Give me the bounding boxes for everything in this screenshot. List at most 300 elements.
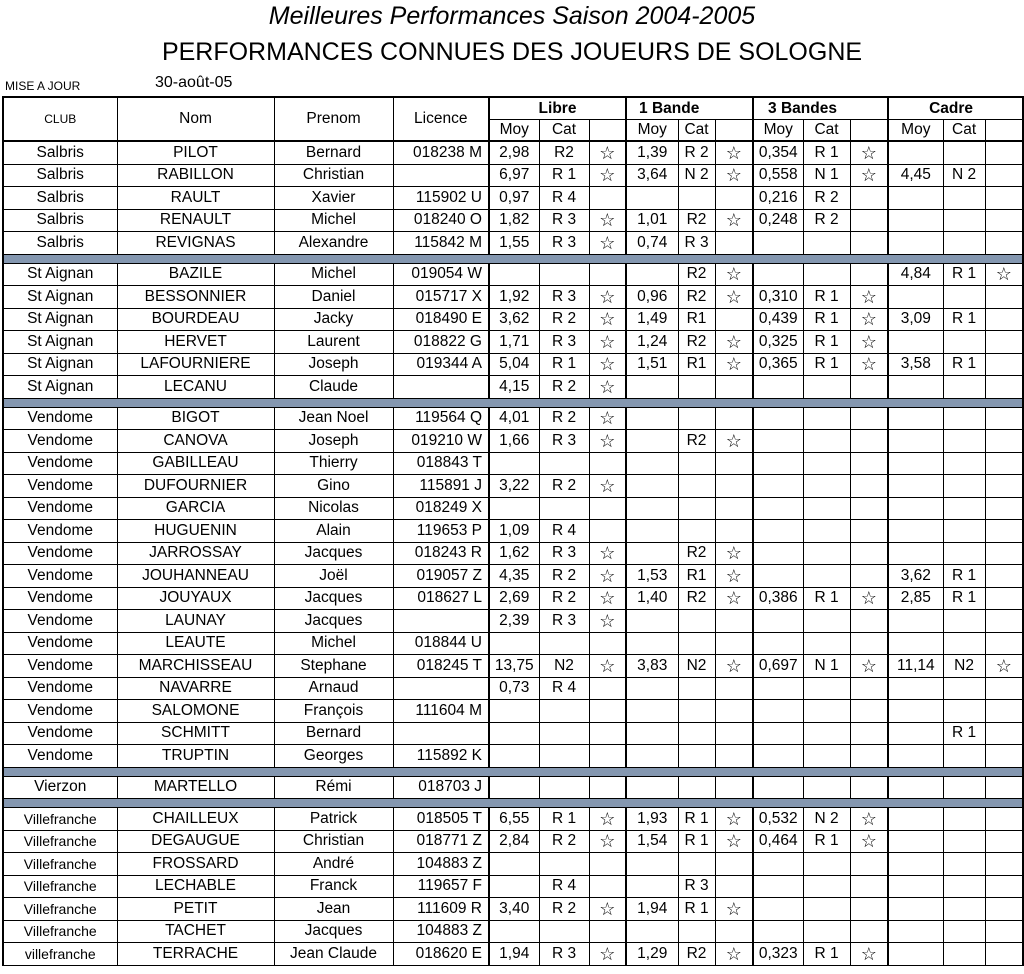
cell-star: [985, 520, 1023, 543]
cell-cat: N 2: [943, 164, 985, 187]
cell-star: [715, 407, 753, 430]
cell-star: [850, 542, 888, 565]
cell-prenom: Gino: [274, 475, 393, 498]
cell-moy: [888, 677, 943, 700]
cell-cat: [803, 632, 850, 655]
cell-star: [850, 475, 888, 498]
cell-cat: R 4: [539, 875, 589, 898]
cell-moy: [753, 722, 803, 745]
star-icon: ☆: [589, 286, 626, 309]
cell-moy: [753, 898, 803, 921]
cell-moy: 0,532: [753, 808, 803, 831]
cell-cat: [678, 632, 715, 655]
cell-cat: [678, 700, 715, 723]
cell-star: [589, 520, 626, 543]
cell-moy: [888, 331, 943, 354]
cell-nom: FROSSARD: [117, 853, 274, 876]
cell-nom: LAFOURNIERE: [117, 353, 274, 376]
cell-moy: [626, 475, 678, 498]
cell-star: [985, 830, 1023, 853]
cell-star: [985, 187, 1023, 210]
header-club: CLUB: [3, 97, 117, 141]
cell-licence: 018245 T: [393, 655, 489, 678]
cell-licence: 018243 R: [393, 542, 489, 565]
cell-moy: [626, 542, 678, 565]
cell-moy: [626, 677, 678, 700]
cell-cat: R 1: [943, 263, 985, 286]
table-row: [3, 565, 1023, 588]
cell-club: Villefranche: [3, 875, 117, 898]
cell-club: Vendome: [3, 722, 117, 745]
table-row: [3, 920, 1023, 943]
cell-moy: 1,82: [489, 209, 539, 232]
cell-star: [589, 745, 626, 768]
cell-prenom: Nicolas: [274, 497, 393, 520]
cell-star: [985, 331, 1023, 354]
cell-nom: LECANU: [117, 376, 274, 399]
cell-cat: R 3: [539, 542, 589, 565]
cell-licence: 018238 M: [393, 141, 489, 164]
cell-star: [715, 610, 753, 633]
cell-nom: LECHABLE: [117, 875, 274, 898]
cell-nom: CHAILLEUX: [117, 808, 274, 831]
table-row: [3, 209, 1023, 232]
cell-cat: R 1: [803, 331, 850, 354]
cell-cat: R 2: [539, 587, 589, 610]
cell-moy: [626, 875, 678, 898]
cell-cat: [539, 776, 589, 799]
cell-moy: [753, 853, 803, 876]
cell-club: Villefranche: [3, 920, 117, 943]
cell-moy: [626, 920, 678, 943]
cell-prenom: Arnaud: [274, 677, 393, 700]
cell-moy: 1,09: [489, 520, 539, 543]
table-row: [3, 520, 1023, 543]
cell-moy: [626, 430, 678, 453]
cell-cat: [803, 542, 850, 565]
cell-club: Villefranche: [3, 853, 117, 876]
cell-cat: [943, 232, 985, 255]
star-icon: ☆: [589, 209, 626, 232]
cell-star: [850, 776, 888, 799]
cell-moy: [888, 898, 943, 921]
cell-licence: [393, 677, 489, 700]
cell-moy: [626, 497, 678, 520]
cell-moy: [626, 700, 678, 723]
cell-cat: R 2: [803, 187, 850, 210]
cell-moy: 6,97: [489, 164, 539, 187]
header-moy: Moy: [753, 120, 803, 142]
cell-star: [715, 308, 753, 331]
cell-cat: [943, 542, 985, 565]
cell-prenom: Bernard: [274, 141, 393, 164]
cell-nom: JOUHANNEAU: [117, 565, 274, 588]
star-icon: ☆: [985, 263, 1023, 286]
cell-cat: R 2: [539, 565, 589, 588]
cell-star: [715, 452, 753, 475]
cell-prenom: Joseph: [274, 430, 393, 453]
cell-nom: CANOVA: [117, 430, 274, 453]
cell-moy: 1,29: [626, 943, 678, 966]
cell-cat: R1: [678, 353, 715, 376]
cell-club: Vendome: [3, 587, 117, 610]
cell-prenom: Xavier: [274, 187, 393, 210]
cell-cat: R 2: [539, 475, 589, 498]
cell-club: Vendome: [3, 475, 117, 498]
star-icon: ☆: [715, 655, 753, 678]
table-row: [3, 187, 1023, 210]
cell-cat: R 1: [803, 308, 850, 331]
cell-moy: 0,464: [753, 830, 803, 853]
cell-moy: 1,66: [489, 430, 539, 453]
cell-cat: [678, 187, 715, 210]
cell-star: [715, 920, 753, 943]
cell-cat: R 1: [678, 830, 715, 853]
cell-nom: REVIGNAS: [117, 232, 274, 255]
cell-licence: 018627 L: [393, 587, 489, 610]
cell-star: [850, 745, 888, 768]
cell-cat: [943, 700, 985, 723]
cell-club: Vendome: [3, 700, 117, 723]
cell-cat: R 2: [539, 898, 589, 921]
cell-cat: R 4: [539, 187, 589, 210]
star-icon: ☆: [850, 587, 888, 610]
star-icon: ☆: [715, 430, 753, 453]
cell-moy: [888, 943, 943, 966]
cell-nom: TRUPTIN: [117, 745, 274, 768]
star-icon: ☆: [589, 376, 626, 399]
cell-star: [715, 497, 753, 520]
cell-moy: [888, 722, 943, 745]
cell-star: [985, 677, 1023, 700]
cell-nom: BOURDEAU: [117, 308, 274, 331]
cell-moy: [888, 830, 943, 853]
cell-moy: [753, 776, 803, 799]
star-icon: ☆: [715, 565, 753, 588]
star-icon: ☆: [850, 308, 888, 331]
cell-cat: [539, 263, 589, 286]
cell-star: [715, 376, 753, 399]
cell-cat: R 3: [539, 943, 589, 966]
star-icon: ☆: [589, 141, 626, 164]
cell-nom: LAUNAY: [117, 610, 274, 633]
header-star: [850, 120, 888, 142]
cell-moy: 2,98: [489, 141, 539, 164]
cell-moy: [489, 875, 539, 898]
group-separator: [3, 799, 1023, 808]
header-moy: Moy: [626, 120, 678, 142]
header-cat: Cat: [678, 120, 715, 142]
cell-cat: [943, 187, 985, 210]
cell-cat: R2: [678, 943, 715, 966]
header-3-bandes: 3 Bandes: [753, 97, 888, 120]
cell-moy: 4,84: [888, 263, 943, 286]
cell-moy: [626, 745, 678, 768]
cell-moy: [888, 776, 943, 799]
cell-moy: [888, 187, 943, 210]
cell-nom: RAULT: [117, 187, 274, 210]
cell-star: [589, 776, 626, 799]
cell-moy: 0,558: [753, 164, 803, 187]
cell-nom: JOUYAUX: [117, 587, 274, 610]
cell-club: St Aignan: [3, 286, 117, 309]
cell-star: [850, 875, 888, 898]
star-icon: ☆: [589, 808, 626, 831]
cell-licence: 018822 G: [393, 331, 489, 354]
cell-cat: [539, 745, 589, 768]
cell-star: [850, 520, 888, 543]
cell-cat: [678, 776, 715, 799]
cell-moy: [753, 263, 803, 286]
cell-star: [985, 776, 1023, 799]
cell-star: [850, 632, 888, 655]
cell-cat: [803, 565, 850, 588]
cell-moy: [626, 263, 678, 286]
cell-star: [850, 700, 888, 723]
cell-moy: [753, 407, 803, 430]
cell-prenom: Stephane: [274, 655, 393, 678]
star-icon: ☆: [715, 542, 753, 565]
table-row: [3, 407, 1023, 430]
star-icon: ☆: [589, 353, 626, 376]
cell-nom: DUFOURNIER: [117, 475, 274, 498]
page-title: Meilleures Performances Saison 2004-2005: [268, 2, 756, 30]
cell-licence: 115892 K: [393, 745, 489, 768]
cell-moy: [888, 632, 943, 655]
table-row: [3, 830, 1023, 853]
cell-cat: [803, 853, 850, 876]
cell-club: St Aignan: [3, 331, 117, 354]
table-row: [3, 331, 1023, 354]
cell-club: Vendome: [3, 677, 117, 700]
cell-star: [850, 898, 888, 921]
star-icon: ☆: [715, 587, 753, 610]
cell-moy: 0,216: [753, 187, 803, 210]
table-row: [3, 745, 1023, 768]
cell-licence: 018620 E: [393, 943, 489, 966]
cell-moy: [489, 452, 539, 475]
cell-cat: R 2: [539, 376, 589, 399]
cell-star: [985, 587, 1023, 610]
cell-moy: [753, 520, 803, 543]
cell-moy: 4,15: [489, 376, 539, 399]
cell-star: [589, 875, 626, 898]
cell-club: Vendome: [3, 542, 117, 565]
cell-club: St Aignan: [3, 376, 117, 399]
cell-prenom: Christian: [274, 164, 393, 187]
cell-prenom: Michel: [274, 263, 393, 286]
cell-star: [985, 286, 1023, 309]
cell-star: [715, 520, 753, 543]
table-row: [3, 808, 1023, 831]
cell-cat: R 1: [803, 587, 850, 610]
cell-star: [715, 745, 753, 768]
cell-star: [985, 610, 1023, 633]
star-icon: ☆: [850, 141, 888, 164]
cell-moy: [888, 430, 943, 453]
cell-moy: 1,94: [626, 898, 678, 921]
cell-licence: 111609 R: [393, 898, 489, 921]
cell-star: [715, 475, 753, 498]
cell-cat: [678, 677, 715, 700]
cell-moy: [753, 452, 803, 475]
cell-moy: 1,01: [626, 209, 678, 232]
cell-cat: [943, 920, 985, 943]
cell-cat: R2: [539, 141, 589, 164]
star-icon: ☆: [589, 430, 626, 453]
star-icon: ☆: [589, 898, 626, 921]
cell-cat: N 2: [803, 808, 850, 831]
cell-moy: 0,325: [753, 331, 803, 354]
cell-licence: 111604 M: [393, 700, 489, 723]
star-icon: ☆: [715, 943, 753, 966]
cell-cat: R 1: [943, 353, 985, 376]
cell-moy: [753, 565, 803, 588]
cell-moy: [888, 286, 943, 309]
header-cat: Cat: [803, 120, 850, 142]
cell-cat: [803, 376, 850, 399]
cell-cat: R2: [678, 209, 715, 232]
page-subtitle: PERFORMANCES CONNUES DES JOUEURS DE SOLOGNE: [161, 38, 863, 66]
star-icon: ☆: [589, 407, 626, 430]
cell-cat: [678, 745, 715, 768]
cell-cat: [943, 745, 985, 768]
cell-prenom: André: [274, 853, 393, 876]
cell-licence: 018240 O: [393, 209, 489, 232]
cell-cat: R 2: [539, 830, 589, 853]
cell-star: [985, 542, 1023, 565]
cell-cat: N 1: [803, 655, 850, 678]
cell-club: Vendome: [3, 632, 117, 655]
cell-moy: 3,62: [888, 565, 943, 588]
cell-club: Vendome: [3, 430, 117, 453]
cell-licence: 015717 X: [393, 286, 489, 309]
cell-moy: [626, 610, 678, 633]
cell-moy: 13,75: [489, 655, 539, 678]
cell-cat: [803, 452, 850, 475]
cell-cat: R 1: [803, 141, 850, 164]
header-cat: Cat: [943, 120, 985, 142]
cell-licence: 018844 U: [393, 632, 489, 655]
cell-nom: MARTELLO: [117, 776, 274, 799]
cell-prenom: Jean Claude: [274, 943, 393, 966]
cell-moy: [753, 632, 803, 655]
cell-licence: 018249 X: [393, 497, 489, 520]
table-row: [3, 776, 1023, 799]
cell-star: [850, 263, 888, 286]
header-prenom: Prenom: [274, 97, 393, 141]
cell-cat: R 1: [803, 830, 850, 853]
cell-moy: [489, 263, 539, 286]
cell-club: Salbris: [3, 187, 117, 210]
cell-moy: [753, 232, 803, 255]
cell-club: Vendome: [3, 745, 117, 768]
cell-cat: R 1: [678, 808, 715, 831]
cell-moy: 0,73: [489, 677, 539, 700]
cell-licence: [393, 722, 489, 745]
cell-licence: 018505 T: [393, 808, 489, 831]
table-row: [3, 164, 1023, 187]
cell-nom: PILOT: [117, 141, 274, 164]
cell-moy: [753, 745, 803, 768]
star-icon: ☆: [715, 898, 753, 921]
cell-star: [985, 209, 1023, 232]
cell-cat: [943, 331, 985, 354]
cell-nom: MARCHISSEAU: [117, 655, 274, 678]
star-icon: ☆: [715, 286, 753, 309]
cell-cat: [943, 430, 985, 453]
cell-cat: [943, 141, 985, 164]
cell-cat: R 3: [678, 232, 715, 255]
cell-licence: 115902 U: [393, 187, 489, 210]
cell-star: [985, 853, 1023, 876]
cell-cat: [943, 632, 985, 655]
cell-club: Vierzon: [3, 776, 117, 799]
cell-prenom: Thierry: [274, 452, 393, 475]
cell-moy: [626, 853, 678, 876]
cell-cat: [539, 853, 589, 876]
cell-moy: [888, 407, 943, 430]
star-icon: ☆: [589, 587, 626, 610]
star-icon: ☆: [850, 353, 888, 376]
cell-cat: [678, 610, 715, 633]
table-row: [3, 655, 1023, 678]
cell-moy: [489, 632, 539, 655]
cell-moy: 0,96: [626, 286, 678, 309]
cell-moy: 0,697: [753, 655, 803, 678]
cell-cat: [803, 407, 850, 430]
star-icon: ☆: [850, 331, 888, 354]
cell-star: [850, 497, 888, 520]
cell-moy: 1,94: [489, 943, 539, 966]
cell-moy: [489, 722, 539, 745]
table-row: [3, 353, 1023, 376]
cell-cat: [678, 452, 715, 475]
cell-moy: [753, 700, 803, 723]
cell-moy: [489, 920, 539, 943]
table-row: [3, 898, 1023, 921]
cell-cat: [803, 263, 850, 286]
cell-moy: [626, 407, 678, 430]
cell-licence: 018843 T: [393, 452, 489, 475]
cell-star: [589, 700, 626, 723]
cell-prenom: Franck: [274, 875, 393, 898]
cell-cat: N 2: [678, 164, 715, 187]
cell-moy: [626, 776, 678, 799]
cell-club: St Aignan: [3, 308, 117, 331]
cell-cat: [678, 407, 715, 430]
cell-moy: [626, 722, 678, 745]
cell-nom: BAZILE: [117, 263, 274, 286]
cell-cat: [803, 898, 850, 921]
cell-moy: [888, 232, 943, 255]
cell-nom: JARROSSAY: [117, 542, 274, 565]
cell-cat: [943, 497, 985, 520]
cell-cat: [803, 497, 850, 520]
header-star: [589, 120, 626, 142]
cell-cat: R2: [678, 286, 715, 309]
table-row: [3, 232, 1023, 255]
cell-licence: 019054 W: [393, 263, 489, 286]
cell-moy: 0,248: [753, 209, 803, 232]
cell-star: [985, 898, 1023, 921]
cell-licence: 104883 Z: [393, 920, 489, 943]
cell-moy: [489, 700, 539, 723]
performance-table: [2, 96, 1024, 966]
cell-moy: [888, 808, 943, 831]
cell-star: [715, 700, 753, 723]
cell-moy: 1,54: [626, 830, 678, 853]
